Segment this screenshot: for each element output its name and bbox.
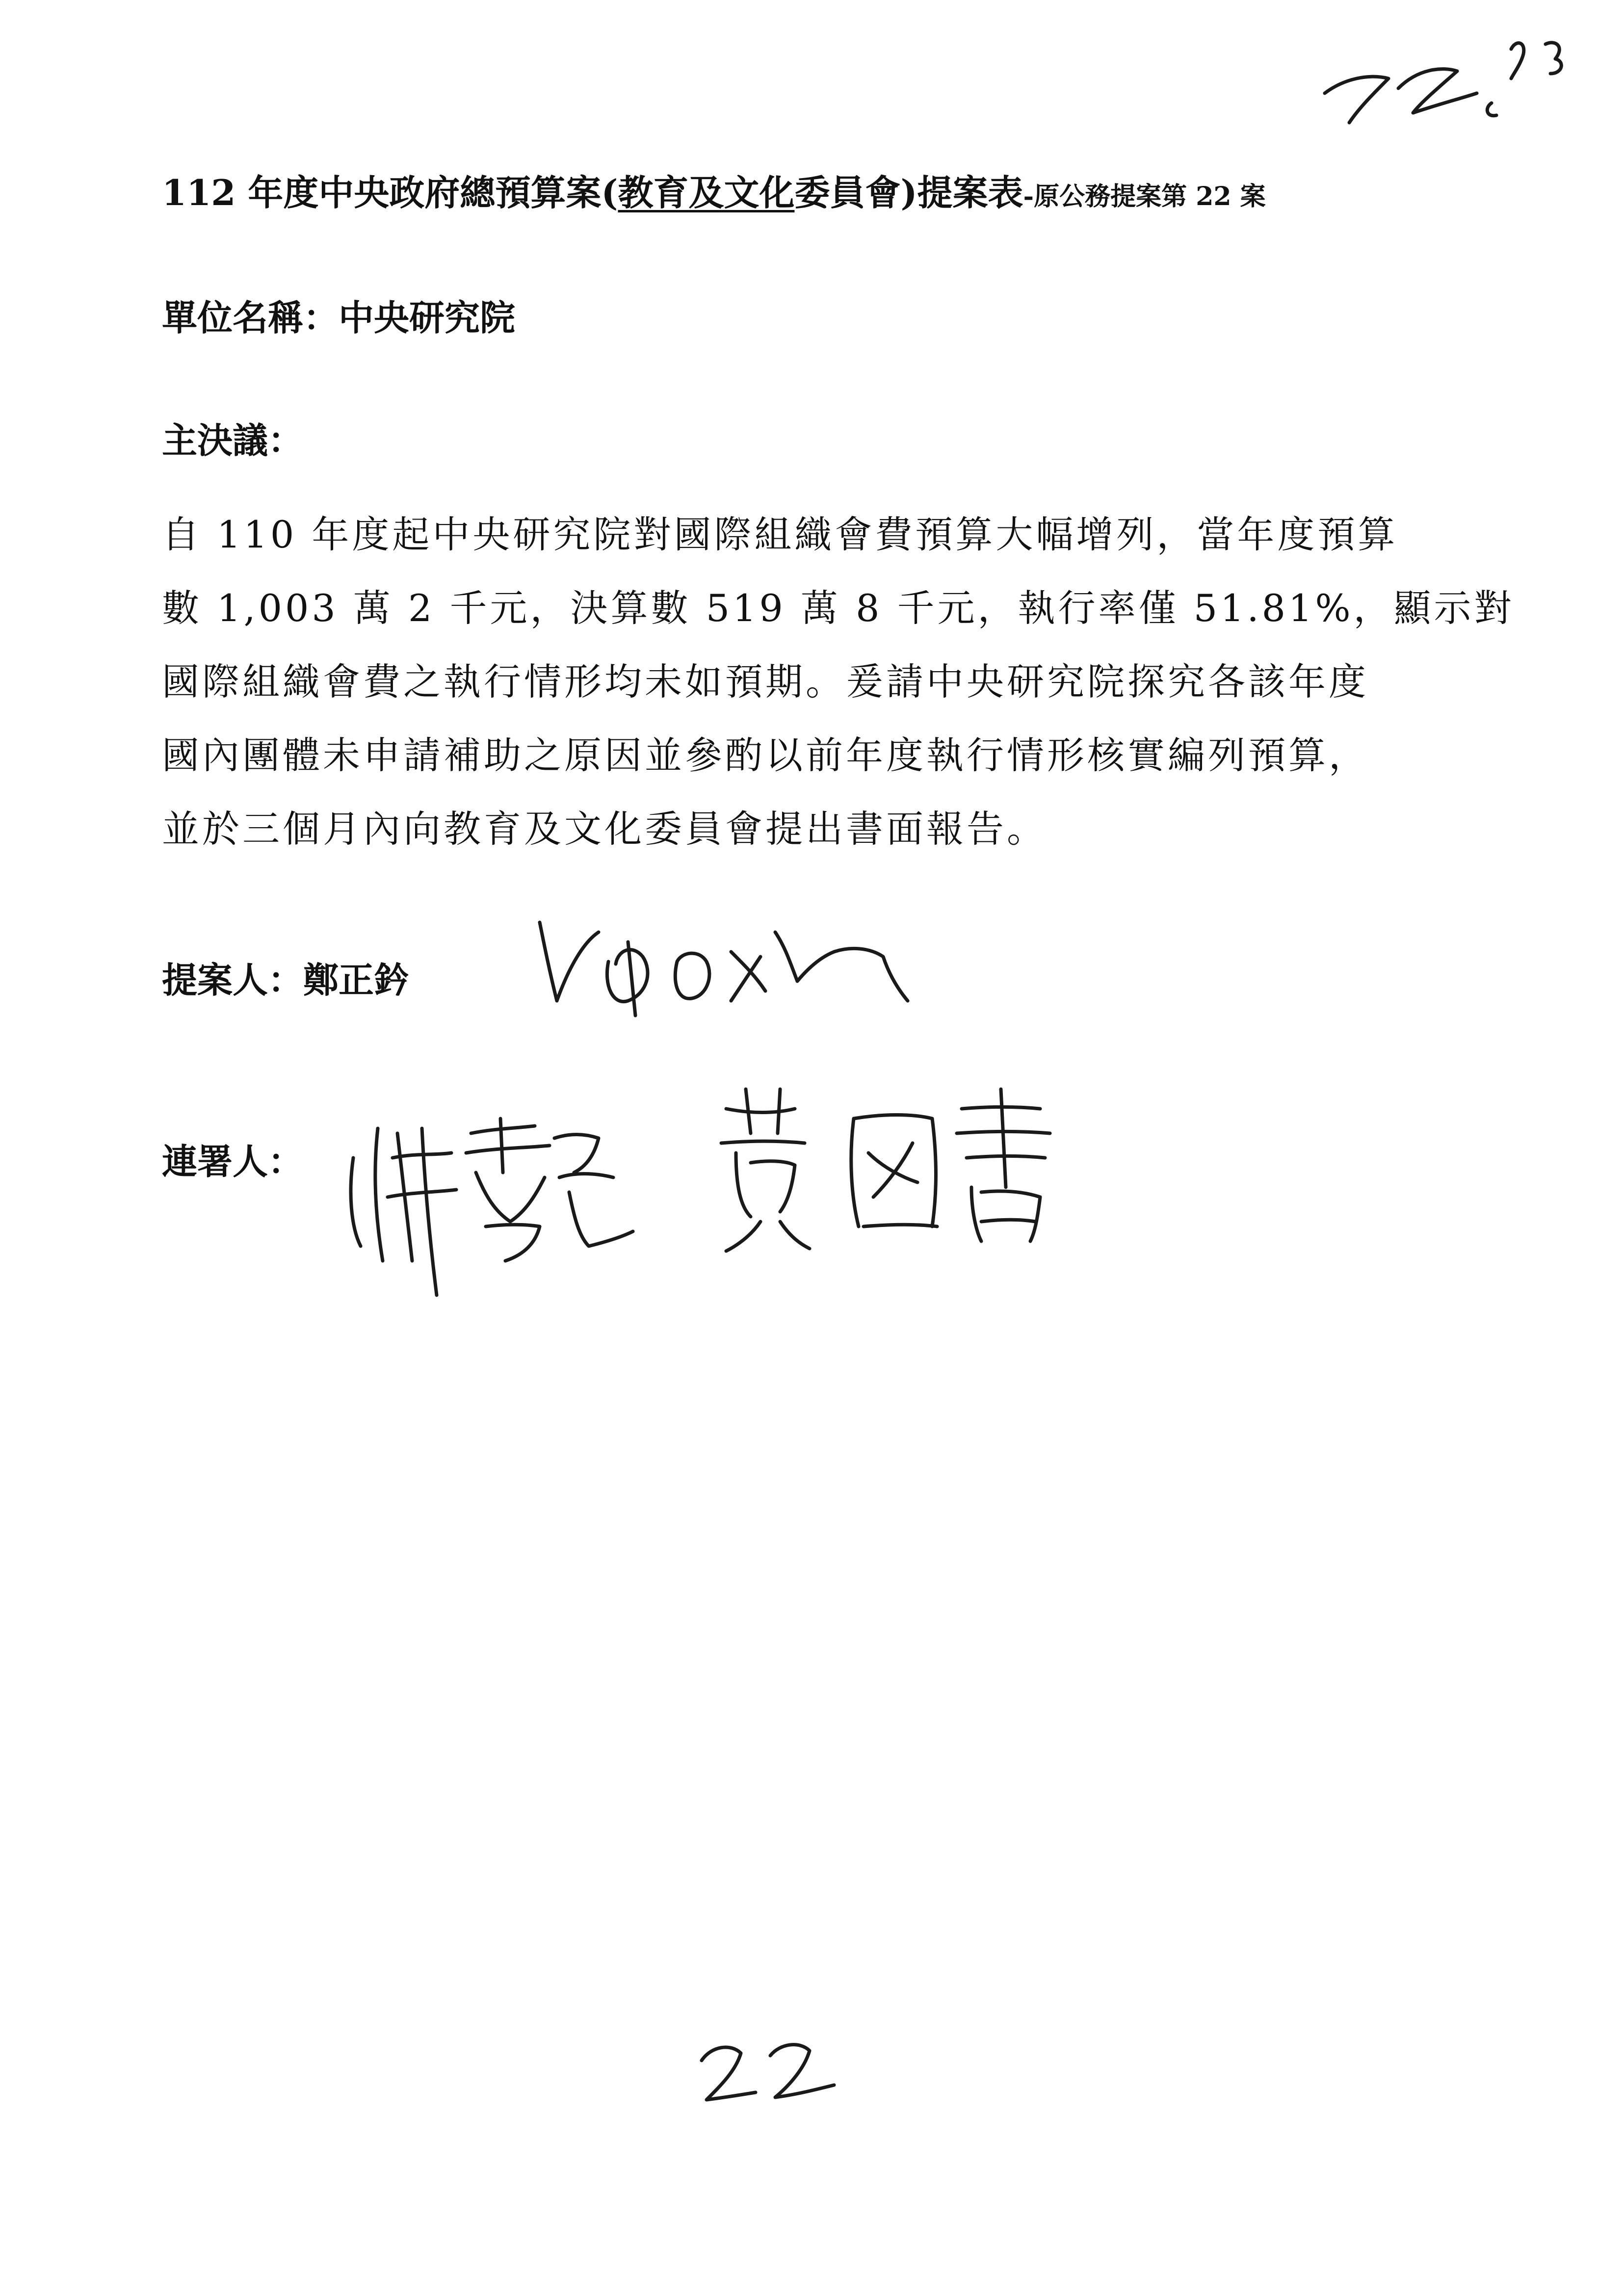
unit-label: 單位名稱： bbox=[162, 297, 339, 339]
cosigner-label: 連署人： bbox=[162, 1141, 304, 1182]
body-line: 並於三個月內向教育及文化委員會提出書面報告。 bbox=[162, 807, 1047, 851]
proposer-name: 鄭正鈐 bbox=[303, 959, 410, 1001]
title-suffix: -原公務提案第 22 案 bbox=[1023, 182, 1266, 211]
unit-value: 中央研究院 bbox=[339, 297, 516, 339]
body-line: 國際組織會費之執行情形均未如預期。爰請中央研究院探究各該年度 bbox=[162, 660, 1369, 704]
cosigner-signature-2 bbox=[707, 1079, 1079, 1256]
proposer-label: 提案人： bbox=[162, 959, 304, 1001]
body-line: 數 1,003 萬 2 千元，決算數 519 萬 8 千元，執行率僅 51.81%，顯示對 bbox=[162, 586, 1515, 630]
resolution-label: 主決議： bbox=[162, 419, 304, 461]
title-prefix: 112 年度中央政府總預算案( bbox=[162, 172, 618, 213]
title-committee: 教育及文化 bbox=[618, 172, 795, 213]
body-line: 國內團體未申請補助之原因並參酌以前年度執行情形核實編列預算， bbox=[162, 733, 1369, 777]
cosigner-signature-1 bbox=[339, 1099, 653, 1305]
resolution-body bbox=[162, 498, 1515, 866]
document-title bbox=[162, 172, 1536, 214]
handwritten-corner-mark bbox=[1315, 20, 1590, 132]
body-line: 自 110 年度起中央研究院對國際組織會費預算大幅增列，當年度預算 bbox=[162, 513, 1398, 556]
handwritten-page-number bbox=[687, 2031, 844, 2114]
title-middle: 委員會)提案表 bbox=[794, 172, 1023, 213]
proposer-line bbox=[162, 952, 409, 1003]
unit-line bbox=[162, 289, 515, 340]
proposer-signature bbox=[530, 903, 932, 1020]
